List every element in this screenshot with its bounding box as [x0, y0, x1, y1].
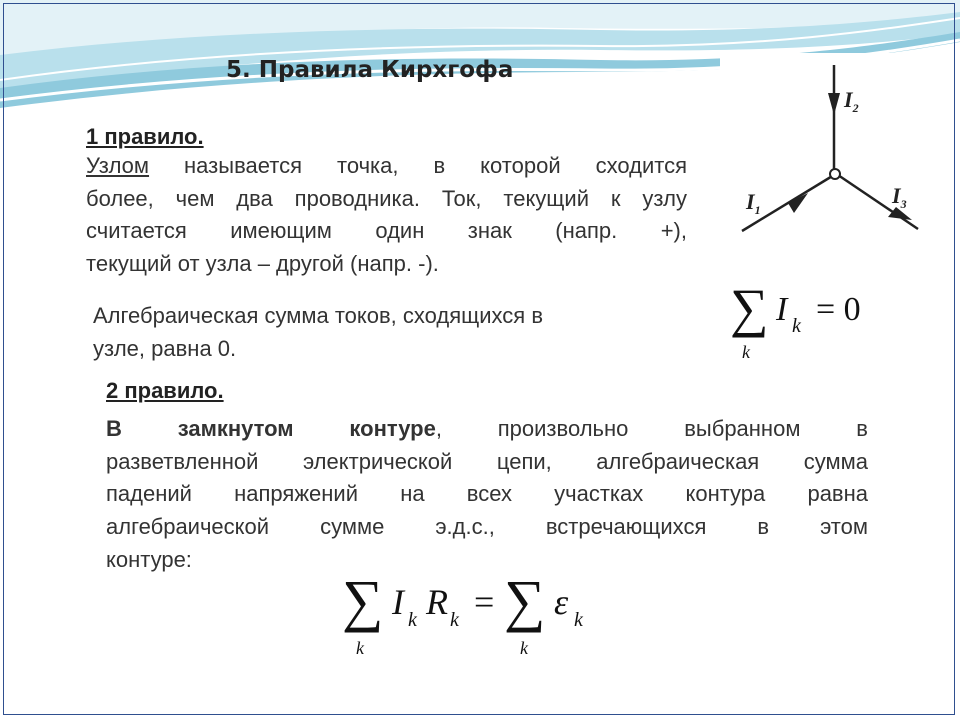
- label-i3: $I_3$: [892, 183, 907, 211]
- formula2-sub-i: k: [408, 609, 417, 631]
- rule1-paragraph: [86, 150, 687, 281]
- formula2-eq: =: [474, 582, 495, 622]
- rule1-statement-line-1: Алгебраическая сумма токов, сходящихся в: [93, 303, 544, 328]
- rule2-lead-c: контуре: [349, 416, 436, 441]
- rule2-lead-b: замкнутом: [177, 416, 294, 441]
- formula2-sub-r: k: [450, 609, 459, 631]
- rule1-line-3: считается имеющим один знак (напр. +),: [86, 218, 687, 244]
- rule1-heading: 1 правило.: [86, 124, 204, 149]
- formula2-sum: ∑: [342, 568, 384, 633]
- formula2-sub-e: k: [574, 609, 583, 631]
- formula1-sub: k: [792, 315, 801, 337]
- rule2-line-1: [106, 413, 868, 446]
- formula1-sum: ∑: [730, 280, 769, 338]
- rule1-text-1: называется точка, в которой сходится: [184, 153, 687, 178]
- formula2-var-i: I: [392, 582, 404, 622]
- rule2-line-5: контуре:: [106, 546, 192, 572]
- label-i2: $I_2$: [844, 87, 859, 115]
- label-i1: $I_1$: [746, 189, 761, 217]
- rule1-term: Узлом: [86, 153, 150, 178]
- formula-loop: [340, 568, 610, 660]
- node-diagram-panel: [720, 53, 939, 250]
- formula1-index: k: [742, 342, 750, 362]
- formula2-sum2: ∑: [504, 568, 546, 633]
- label-i2-sub: 2: [852, 101, 859, 115]
- formula2-var-e: ε: [554, 582, 569, 622]
- formula2-index: k: [356, 638, 364, 658]
- rule2-heading: 2 правило.: [106, 378, 224, 403]
- formula1-var: I: [776, 291, 788, 328]
- formula2-var-r: R: [426, 582, 448, 622]
- rule2-lead-a: В: [106, 416, 122, 441]
- label-i3-sub: 3: [900, 197, 907, 211]
- formula2-index2: k: [520, 638, 528, 658]
- rule2-text-1: , произвольно выбранном в: [435, 416, 868, 441]
- rule1-line-2: более, чем два проводника. Ток, текущий к узлу: [86, 185, 687, 211]
- formula-sum-currents: [726, 280, 876, 366]
- slide-title: 5. Правила Кирхгофа: [226, 57, 514, 83]
- rule1-statement: [93, 300, 653, 365]
- rule1-line-1: [86, 150, 687, 183]
- rule2-line-4: алгебраической сумме э.д.с., встречающихся в этом: [106, 514, 868, 540]
- arrow-top: [828, 93, 840, 115]
- rule1-line-4: текущий от узла – другой (напр. -).: [86, 251, 439, 277]
- node-point: [830, 169, 840, 179]
- rule1-statement-line-2: узле, равна 0.: [93, 335, 237, 361]
- rule2-line-3: падений напряжений на всех участках контура равна: [106, 481, 868, 507]
- rule2-line-2: разветвленной электрической цепи, алгебраическая сумма: [106, 448, 868, 474]
- formula1-eq: = 0: [816, 291, 861, 328]
- label-i1-sub: 1: [754, 203, 761, 217]
- rule2-paragraph: [106, 413, 868, 577]
- node-diagram: [720, 53, 939, 250]
